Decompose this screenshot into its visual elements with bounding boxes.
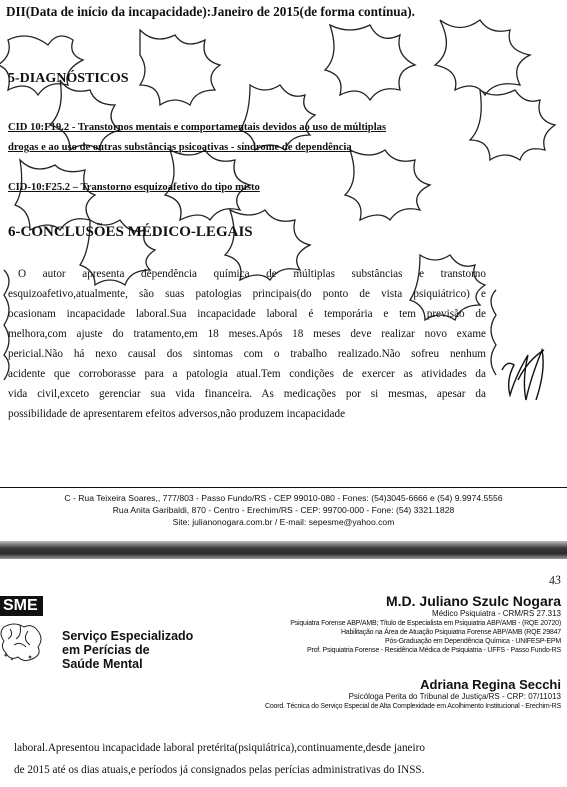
cid-f25-line: CID-10:F25.2 – Transtorno esquizoafetivo do tipo misto (8, 182, 260, 193)
footer-address-1: C - Rua Teixeira Soares,, 777/803 - Passo Fundo/RS - CEP 99010-080 - Fones: (54)3045-6666 e (54) 9.9974.5556 (64, 493, 503, 503)
continuation-paragraph (14, 737, 484, 781)
continuation-line: laboral.Apresentou incapacidade laboral pretérita(psiquiátrica),continuamente,desde janeiro (14, 742, 425, 754)
continuation-line: de 2015 até os dias atuais,e períodos já consignados pelas perícias administrativas do INSS. (14, 764, 425, 776)
psychologist-credential: Psicóloga Perita do Tribunal de Justiça/RS - CRP: 07/11013 (348, 692, 561, 701)
page-2 (0, 559, 567, 787)
conclusion-line: melhora,com ajuste do tratamento,em 18 meses.Após 18 meses deve realizar novo exame (8, 328, 486, 340)
doctor-credential: Pós-Graduação em Dependência Química - UNIFESP-EPM (385, 637, 561, 645)
service-name (62, 629, 193, 671)
doctor-credential: Médico Psiquiatra - CRM/RS 27.313 (432, 609, 561, 618)
page-separator (0, 541, 567, 559)
conclusion-line: acidente que corroborasse para a patologia atual.Tem condições de exercer as atividades da (8, 368, 486, 380)
doctor-block (290, 593, 561, 655)
conclusion-line: pericial.Não há nexo causal dos sintomas com o trabalho realizado.Não sofreu nenhum (8, 348, 486, 360)
service-name-line: Serviço Especializado (62, 629, 194, 643)
footer-contact: Site: julianonogara.com.br / E-mail: sepesme@yahoo.com (172, 517, 395, 527)
cid-f19-line1 (8, 122, 386, 133)
doctor-name: M.D. Juliano Szulc Nogara (385, 593, 561, 609)
conclusion-line: O autor apresenta dependência química de múltiplas substâncias e transtorno (18, 268, 486, 280)
doctor-credential: Habilitação na Área de Atuação Psiquiatria Forense ABP/AMB (RQE 29847 (340, 628, 561, 636)
conclusion-line: vida civil,exceto gerenciar sua vida financeira. As medicações por si mesmas, apesar da (8, 388, 486, 400)
service-name-line: Saúde Mental (62, 657, 143, 671)
sme-logo: SME (0, 596, 43, 616)
conclusion-line: ocasionam incapacidade laboral.Sua incapacidade laboral é temporária e tem previsão de (8, 308, 486, 320)
section-6-title: 6-CONCLUSÕES MÉDICO-LEGAIS (8, 224, 253, 240)
psychologist-credential: Coord. Técnica do Serviço Especial de Alta Complexidade em Acolhimento Institucional - Erechim-RS (264, 703, 561, 710)
psychologist-name: Adriana Regina Secchi (420, 677, 561, 692)
cid-f19-text: Transtornos mentais e comportamentais devidos ao uso de múltiplas (75, 122, 387, 133)
conclusion-line: esquizoafetivo,atualmente, são suas patologias principais(do ponto de vista psiquiátrico) e (8, 288, 486, 300)
service-name-line: em Perícias de (62, 643, 150, 657)
cid-f19-code: CID 10:F19.2 - (8, 122, 76, 133)
doctor-credential: Psiquiatra Forense ABP/AMB; Título de Especialista em Psiquiatria ABP/AMB - (RQE 20720) (290, 619, 561, 627)
conclusion-line: possibilidade de apresentarem efeitos adversos,não produzem incapacidade (8, 408, 346, 420)
conclusion-paragraph (8, 264, 486, 424)
footer-address-2: Rua Anita Garibaldi, 870 - Centro - Erechim/RS - CEP: 99700-000 - Fone: (54) 3321.1828 (112, 505, 455, 515)
footer-divider (0, 487, 567, 488)
page-number: 43 (548, 572, 562, 588)
brain-puzzle-icon (0, 619, 46, 663)
doctor-credential: Prof. Psiquiatria Forense - Residência Médica de Psiquiatria - UFFS - Passo Fundo-RS (307, 646, 561, 654)
dii-line: DII(Data de início da incapacidade):Janeiro de 2015(de forma contínua). (6, 4, 415, 19)
section-5-title: 5-DIAGNÓSTICOS (8, 71, 129, 86)
psychologist-block (265, 677, 561, 711)
cid-f19-line2: drogas e ao uso de outras substâncias psicoativas - síndrome de dependência (8, 142, 352, 153)
